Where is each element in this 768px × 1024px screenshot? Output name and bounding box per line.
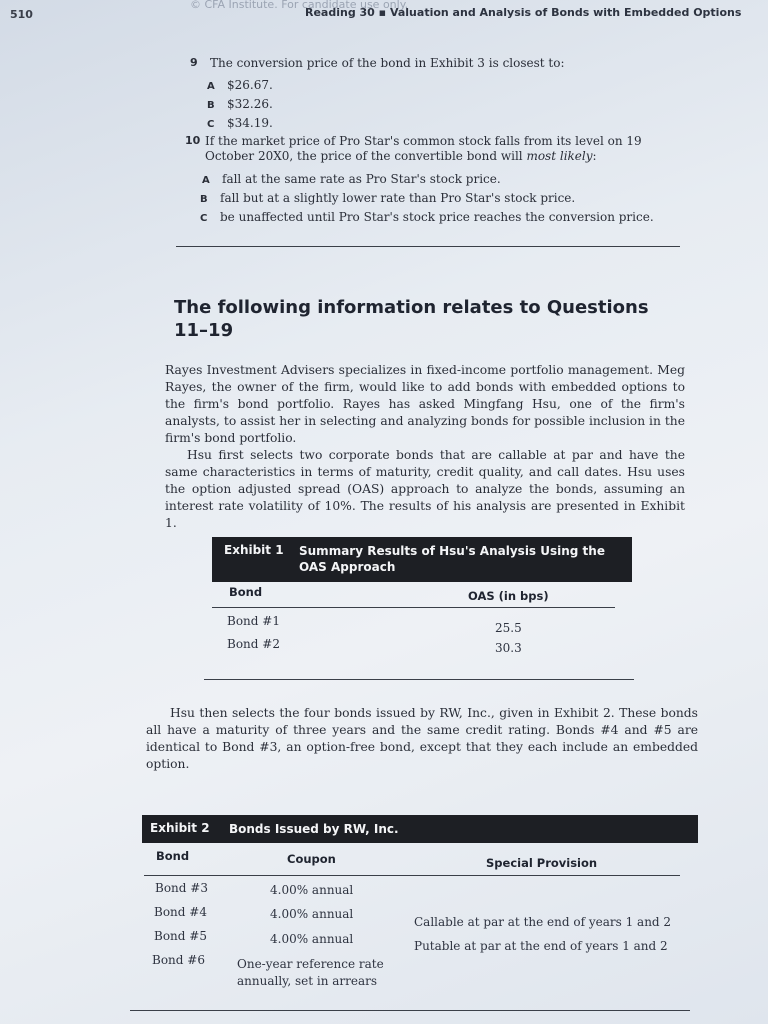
- table-cell-coupon: [237, 956, 384, 990]
- question-number: 10: [185, 134, 201, 147]
- column-header-special-provision: Special Provision: [486, 856, 598, 870]
- paragraph-1: Rayes Investment Advisers specializes in fixed-income portfolio management. Meg Rayes, the owner of the firm, would like to add bonds with embedded options to the firm's bond portfolio. Rayes has asked Mingfang Hsu, one of the firm's analysts, to assist her in selecting and analyzing bonds for possible inclusion in the firm's bond portfolio.: [165, 363, 685, 445]
- table-cell-bond: Bond #3: [155, 881, 208, 895]
- table-cell-oas: 30.3: [495, 641, 522, 655]
- table-header-rule: [212, 607, 615, 608]
- table-cell-oas: 25.5: [495, 621, 522, 635]
- option-text: $26.67.: [227, 78, 273, 92]
- table-cell-bond: Bond #6: [152, 953, 205, 967]
- stem-emphasis: most likely: [526, 149, 593, 163]
- question-stem: The conversion price of the bond in Exhibit 3 is closest to:: [210, 56, 565, 70]
- answer-option: [200, 191, 575, 205]
- question-stem-line1: If the market price of Pro Star's common stock falls from its level on 19: [205, 134, 642, 148]
- coupon-line1: One-year reference rate: [237, 957, 384, 971]
- exhibit-label: Exhibit 1: [224, 543, 284, 557]
- question-stem-line2: [205, 149, 675, 164]
- column-header-coupon: Coupon: [287, 852, 336, 866]
- question-number: 9: [190, 56, 198, 69]
- table-cell-bond: Bond #5: [154, 929, 207, 943]
- option-text: fall at the same rate as Pro Star's stock price.: [222, 172, 501, 186]
- section-divider: [176, 246, 680, 247]
- option-letter: A: [202, 175, 210, 186]
- running-head: Reading 30 ▪ Valuation and Analysis of Bonds with Embedded Options: [305, 6, 742, 19]
- exhibit-title-line1: Summary Results of Hsu's Analysis Using the: [299, 544, 605, 558]
- exhibit-1-header: [212, 537, 632, 582]
- table-cell-coupon: 4.00% annual: [270, 883, 354, 897]
- option-text: $32.26.: [227, 97, 273, 111]
- answer-option: [202, 172, 501, 186]
- table-bottom-rule: [130, 1010, 690, 1011]
- table-cell-provision: Callable at par at the end of years 1 and 2: [414, 915, 672, 929]
- column-header-bond: Bond: [156, 849, 190, 863]
- exhibit-title-line2: OAS Approach: [299, 560, 396, 574]
- answer-option: [207, 116, 273, 130]
- copyright-watermark: © CFA Institute. For candidate use only.: [190, 0, 409, 11]
- exhibit-title: [299, 543, 605, 575]
- table-cell-provision: Putable at par at the end of years 1 and 2: [414, 939, 668, 953]
- option-letter: B: [200, 194, 208, 205]
- option-letter: C: [200, 213, 208, 224]
- answer-option: [200, 210, 654, 224]
- table-cell-bond: Bond #2: [227, 637, 280, 651]
- stem-text: October 20X0, the price of the convertible bond will: [205, 149, 527, 163]
- option-letter: B: [207, 100, 215, 111]
- table-cell-bond: Bond #4: [154, 905, 207, 919]
- answer-option: [207, 78, 273, 92]
- table-cell-coupon: 4.00% annual: [270, 907, 354, 921]
- section-title: The following information relates to Questions 11–19: [174, 297, 649, 341]
- exhibit-label: Exhibit 2: [150, 821, 210, 835]
- question-9: [190, 56, 565, 71]
- table-cell-coupon: 4.00% annual: [270, 932, 354, 946]
- option-letter: A: [207, 81, 215, 92]
- column-header-oas: OAS (in bps): [468, 589, 549, 603]
- table-bottom-rule: [204, 679, 634, 680]
- option-text: fall but at a slightly lower rate than Pro Star's stock price.: [220, 191, 576, 205]
- stem-text: :: [592, 149, 597, 163]
- paragraph-3: Hsu then selects the four bonds issued by RW, Inc., given in Exhibit 2. These bonds all have a maturity of three years and the same credit rating. Bonds #4 and #5 are identical to Bond #3, an option-free bond, except that they each include an embedded option.: [146, 706, 698, 771]
- option-text: $34.19.: [227, 116, 273, 130]
- table-header-rule: [144, 875, 680, 876]
- column-header-bond: Bond: [229, 585, 263, 599]
- answer-option: [207, 97, 273, 111]
- paragraph-2: Hsu first selects two corporate bonds that are callable at par and have the same characteristics in terms of maturity, credit quality, and call dates. Hsu uses the option adjusted spread (OAS) approach to analyze the bonds, assuming an interest rate volatility of 10%. The results of his analysis are presented in Exhibit 1.: [165, 448, 685, 530]
- exhibit-2-header: [142, 815, 698, 843]
- page-number: 510: [10, 8, 33, 21]
- question-10: [185, 134, 675, 164]
- option-letter: C: [207, 119, 215, 130]
- intro-paragraph: [165, 362, 685, 532]
- table-cell-bond: Bond #1: [227, 614, 280, 628]
- exhibit-title: Bonds Issued by RW, Inc.: [229, 822, 399, 836]
- option-text: be unaffected until Pro Star's stock price reaches the conversion price.: [220, 210, 654, 224]
- coupon-line2: annually, set in arrears: [237, 974, 378, 988]
